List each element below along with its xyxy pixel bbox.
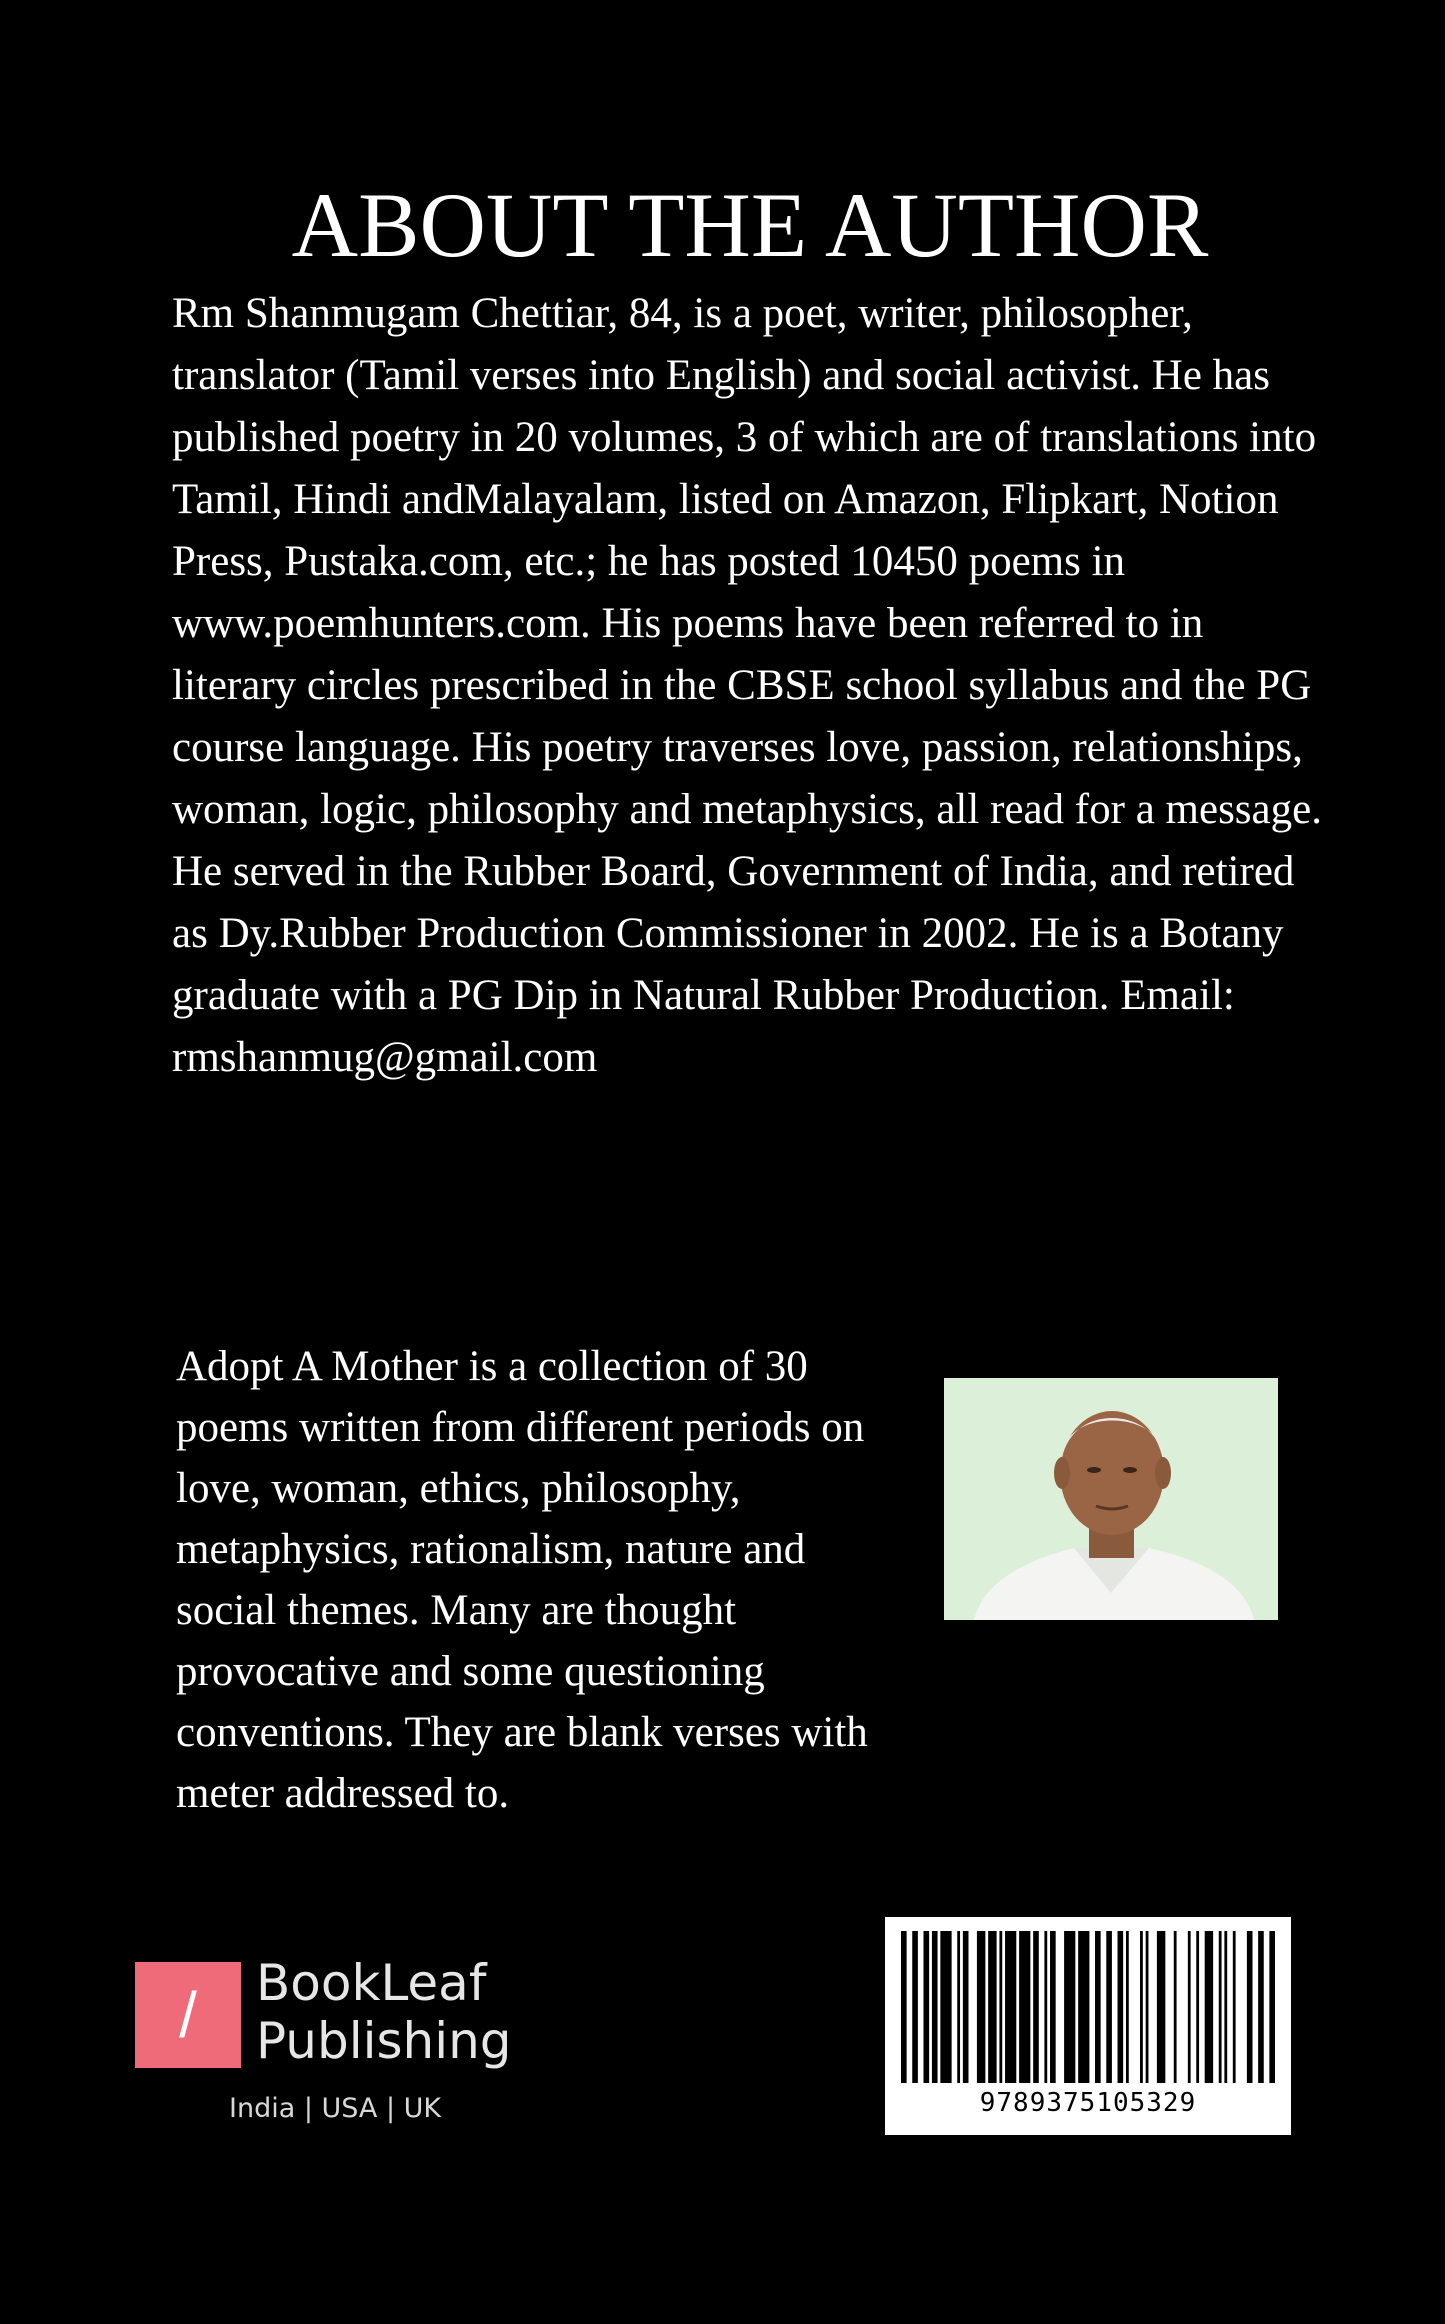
book-blurb: Adopt A Mother is a collection of 30 poems written from different periods on love, woman, ethics, philosophy, metaphysics, rationalism, nature and social themes. Many are thought provocative and some questioning conventions. They are blank verses with meter addressed to. <box>176 1343 868 1817</box>
barcode-bar <box>1269 1931 1275 2083</box>
barcode-bar <box>1258 1931 1264 2083</box>
barcode-bars-icon <box>901 1931 1275 2083</box>
publisher-name <box>256 1954 512 2070</box>
barcode-bar <box>1224 1931 1227 2083</box>
barcode-bar <box>924 1931 930 2083</box>
barcode-bar <box>1044 1931 1047 2083</box>
barcode-bar <box>1095 1931 1101 2083</box>
barcode-bar <box>999 1931 1002 2083</box>
barcode-bar <box>912 1931 918 2083</box>
barcode-bar <box>1126 1931 1129 2083</box>
barcode-bar <box>1247 1931 1253 2083</box>
publisher-slash-icon: / <box>135 1962 241 2068</box>
barcode-bar <box>957 1931 960 2083</box>
barcode-bar <box>1219 1931 1222 2083</box>
isbn-barcode <box>885 1917 1291 2135</box>
barcode-bar <box>1033 1931 1039 2083</box>
barcode-bar <box>1233 1931 1236 2083</box>
barcode-bar <box>1078 1931 1089 2083</box>
author-portrait-icon <box>944 1378 1278 1620</box>
publisher-name-line1: BookLeaf <box>256 1954 487 2012</box>
barcode-bar <box>1196 1931 1199 2083</box>
barcode-bar <box>988 1931 996 2083</box>
publisher-logo <box>135 1954 555 2142</box>
barcode-bar <box>1157 1931 1165 2083</box>
barcode-bar <box>1118 1931 1124 2083</box>
barcode-bar <box>940 1931 951 2083</box>
barcode-bar <box>1146 1931 1149 2083</box>
barcode-bar <box>1019 1931 1030 2083</box>
barcode-bar <box>1188 1931 1191 2083</box>
barcode-bar <box>1174 1931 1177 2083</box>
isbn-number: 9789375105329 <box>979 2088 1197 2118</box>
author-bio: Rm Shanmugam Chettiar, 84, is a poet, writer, philosopher, translator (Tamil verses into English) and social activist. He has published poetry in 20 volumes, 3 of which are of translations into Tamil, Hindi andMalayalam, listed on Amazon, Flipkart, Notion Press, Pustaka.com, etc.; he has posted 10450 poems in www.poemhunters.com. His poems have been referred to in literary circles prescribed in the CBSE school syllabus and the PG course language. His poetry traverses love, passion, relationships, woman, logic, philosophy and metaphysics, all read for a message. He served in the Rubber Board, Government of India, and retired as Dy.Rubber Production Commissioner in 2002. He is a Botany graduate with a PG Dip in Natural Rubber Production. Email: rmshanmug@gmail.com <box>172 290 1322 1081</box>
barcode-bar <box>1050 1931 1056 2083</box>
barcode-bar <box>1005 1931 1016 2083</box>
publisher-name-line2: Publishing <box>256 2012 512 2070</box>
publisher-regions: India | USA | UK <box>229 2093 442 2124</box>
barcode-bar <box>1140 1931 1143 2083</box>
author-photo <box>944 1378 1278 1620</box>
barcode-bar <box>977 1931 985 2083</box>
barcode-bar <box>932 1931 938 2083</box>
barcode-bar <box>1064 1931 1075 2083</box>
barcode-bar <box>901 1931 907 2083</box>
barcode-bar <box>1205 1931 1213 2083</box>
section-title: ABOUT THE AUTHOR <box>291 174 1209 276</box>
barcode-bar <box>1106 1931 1112 2083</box>
barcode-bar <box>963 1931 969 2083</box>
